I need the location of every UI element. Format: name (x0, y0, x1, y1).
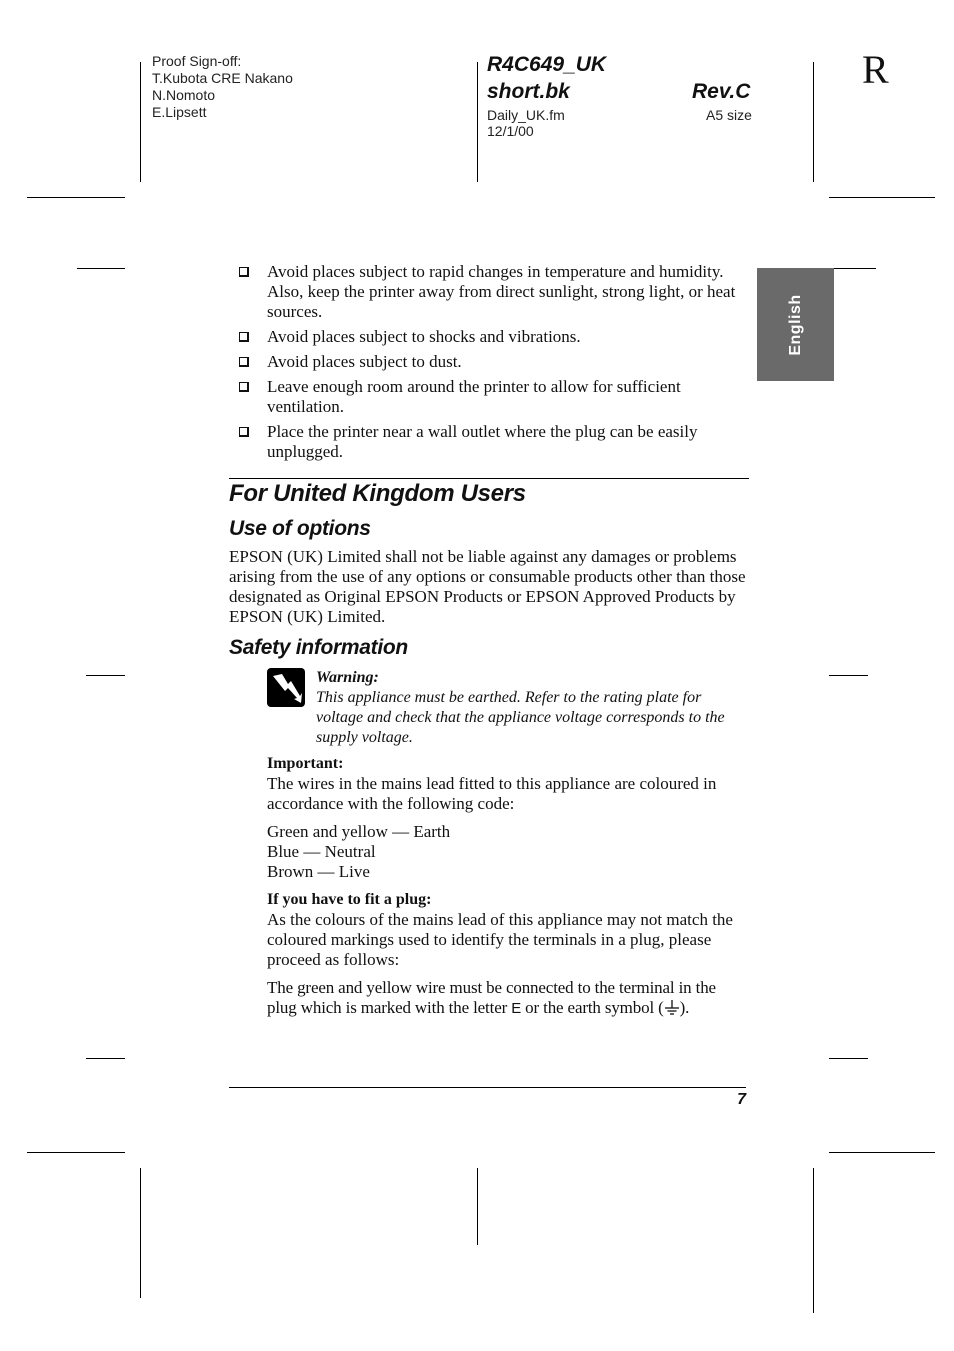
proof-line: N.Nomoto (152, 87, 216, 103)
important-title: Important: (267, 755, 344, 772)
proof-line: Proof Sign-off: (152, 53, 242, 69)
use-of-options-heading: Use of options (229, 517, 371, 540)
crop-mark (27, 1152, 125, 1153)
warning-icon (267, 668, 305, 707)
wire-code-line: Green and yellow — Earth (267, 822, 451, 841)
list-item: Avoid places subject to rapid changes in temperature and humidity. Also, keep the printer away from direct sunlight, strong light, or heat sources. (239, 262, 749, 322)
checkbox-bullet-icon (239, 382, 249, 392)
use-of-options-text: EPSON (UK) Limited shall not be liable against any damages or problems arising from the use of any options or consumable products other than those designated as Original EPSON Products or EPSON Approved Products by EPSON (UK) Limited. (229, 547, 746, 626)
list-item: Place the printer near a wall outlet where the plug can be easily unplugged. (239, 422, 749, 462)
crop-mark (477, 62, 478, 182)
checkbox-bullet-icon (239, 267, 249, 277)
section-title: For United Kingdom Users (229, 480, 526, 507)
wire-code-line: Brown — Live (267, 862, 370, 881)
wire-code-line: Blue — Neutral (267, 842, 376, 861)
document-id (487, 51, 606, 105)
warning-title: Warning: (316, 669, 379, 686)
page-number: 7 (737, 1091, 746, 1108)
checkbox-bullet-icon (239, 332, 249, 342)
plug-text: As the colours of the mains lead of this appliance may not match the coloured markings used to identify the terminals in a plug, please proceed as follows: (267, 910, 733, 969)
file-info (487, 107, 565, 139)
corner-mark: R (862, 47, 889, 92)
crop-mark (813, 62, 814, 182)
crop-mark (477, 1168, 478, 1245)
warning-text: This appliance must be earthed. Refer to the rating plate for voltage and check that the appliance voltage corresponds to the supply voltage. (316, 689, 725, 746)
crop-mark (140, 62, 141, 182)
footer-divider (229, 1087, 746, 1088)
language-tab (757, 268, 834, 381)
checkbox-bullet-icon (239, 427, 249, 437)
crop-mark (77, 268, 125, 269)
list-item: Avoid places subject to shocks and vibrations. (239, 327, 749, 347)
safety-heading: Safety information (229, 636, 408, 659)
crop-mark (27, 197, 125, 198)
proof-signoff (152, 53, 293, 121)
earth-connection-text: The green and yellow wire must be connected to the terminal in the plug which is marked with the letter E or the earth symbol ( ). (267, 978, 716, 1017)
section-divider (229, 478, 749, 479)
plug-title: If you have to fit a plug: (267, 891, 432, 908)
earth-symbol-icon (664, 999, 680, 1016)
list-item: Avoid places subject to dust. (239, 352, 749, 372)
crop-mark (86, 1058, 125, 1059)
placement-bullet-list (229, 262, 749, 462)
file-date: 12/1/00 (487, 123, 534, 139)
terminal-letter: E (511, 1000, 522, 1017)
crop-mark (813, 1168, 814, 1313)
revision-label: Rev.C (692, 80, 751, 103)
warning-block (267, 668, 749, 748)
crop-mark (829, 675, 868, 676)
lightning-bolt-icon (267, 668, 305, 707)
important-text: The wires in the mains lead fitted to this appliance are coloured in accordance with the following code: (267, 774, 717, 813)
crop-mark (829, 1058, 868, 1059)
crop-mark (140, 1168, 141, 1298)
crop-mark (86, 675, 125, 676)
language-tab-label: English (786, 293, 804, 356)
proof-line: T.Kubota CRE Nakano (152, 70, 293, 86)
crop-mark (829, 1152, 935, 1153)
document-id-line2: short.bk (487, 80, 570, 103)
crop-mark (834, 268, 876, 269)
proof-line: E.Lipsett (152, 104, 207, 120)
plug-block (267, 890, 749, 970)
wire-code-list (267, 822, 749, 882)
document-id-line1: R4C649_UK (487, 53, 607, 76)
warning-text-block (316, 668, 749, 748)
list-item: Leave enough room around the printer to allow for sufficient ventilation. (239, 377, 749, 417)
crop-mark (829, 197, 935, 198)
filename: Daily_UK.fm (487, 107, 565, 123)
paper-size: A5 size (706, 107, 752, 123)
checkbox-bullet-icon (239, 357, 249, 367)
page-content (229, 262, 749, 1019)
important-block (267, 754, 749, 814)
